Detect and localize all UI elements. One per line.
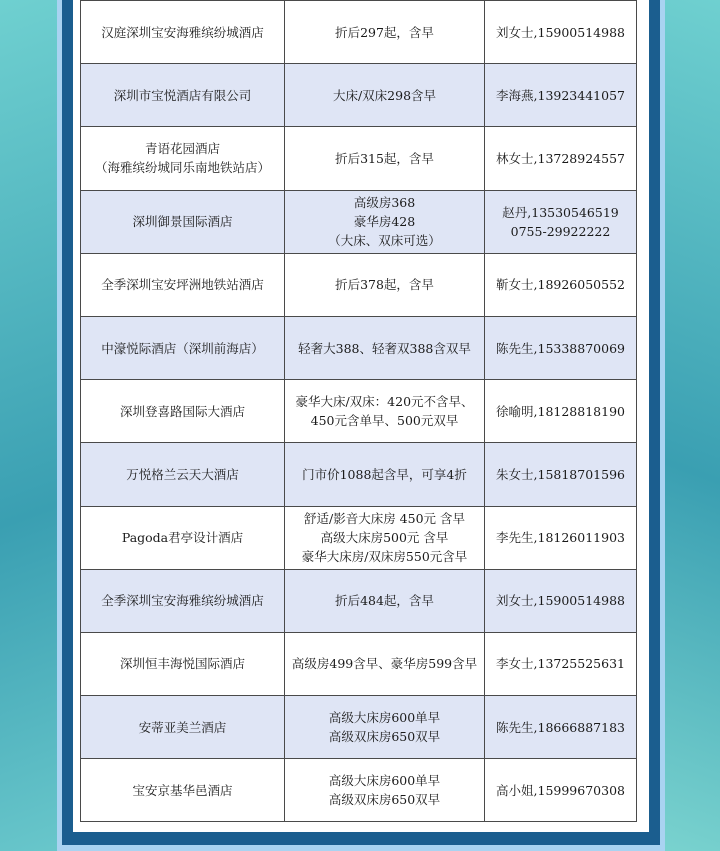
price-line: 折后484起，含早 (335, 593, 434, 609)
hotel-name-cell (81, 632, 285, 695)
contact-line: 李女士,13725525631 (496, 656, 625, 672)
price-line: 折后378起，含早 (335, 277, 434, 293)
table-row (81, 127, 637, 190)
price-line: 折后315起，含早 (335, 150, 434, 166)
hotel-name-cell (81, 759, 285, 822)
price-line: 450元含单早、500元双早 (310, 413, 459, 429)
contact-line: 李海燕,13923441057 (496, 87, 625, 103)
hotel-name-line: 全季深圳宝安海雅缤纷城酒店 (101, 593, 264, 609)
contact-line: 赵丹,13530546519 (502, 204, 619, 220)
hotel-name-cell (81, 443, 285, 506)
contact-line: 陈先生,15338870069 (496, 340, 625, 356)
contact-cell (485, 696, 637, 759)
contact-line: 高小姐,15999670308 (496, 782, 625, 798)
hotel-name-cell (81, 190, 285, 253)
contact-cell (485, 759, 637, 822)
contact-line: 徐喻明,18128818190 (496, 403, 625, 419)
price-cell (285, 1, 485, 64)
contact-cell (485, 380, 637, 443)
contact-cell (485, 569, 637, 632)
table-row (81, 253, 637, 316)
price-cell (285, 632, 485, 695)
price-line: 高级大床房600单早 (328, 710, 441, 726)
price-line: 高级双床房650双早 (328, 792, 441, 808)
contact-line: 刘女士,15900514988 (496, 24, 625, 40)
table-row (81, 632, 637, 695)
contact-line: 林女士,13728924557 (496, 150, 625, 166)
hotel-name-line: Pagoda君亭设计酒店 (121, 530, 244, 546)
contact-cell (485, 253, 637, 316)
price-line: 高级房368 (353, 195, 416, 211)
contact-cell (485, 1, 637, 64)
table-row (81, 190, 637, 253)
price-line: 折后297起，含早 (335, 24, 434, 40)
hotel-table-body (81, 1, 637, 822)
table-row (81, 443, 637, 506)
hotel-name-line: 汉庭深圳宝安海雅缤纷城酒店 (101, 24, 264, 40)
table-row (81, 569, 637, 632)
table-row (81, 380, 637, 443)
contact-cell (485, 506, 637, 569)
contact-cell (485, 443, 637, 506)
hotel-name-cell (81, 506, 285, 569)
hotel-name-line: 深圳御景国际酒店 (132, 214, 233, 230)
hotel-name-cell (81, 64, 285, 127)
hotel-name-line: 深圳市宝悦酒店有限公司 (113, 87, 252, 103)
hotel-name-cell (81, 127, 285, 190)
hotel-name-cell (81, 380, 285, 443)
price-cell (285, 190, 485, 253)
hotel-table (80, 0, 637, 822)
hotel-name-line: 青语花园酒店 (144, 141, 220, 157)
price-cell (285, 443, 485, 506)
contact-cell (485, 127, 637, 190)
contact-line: 0755-29922222 (510, 223, 611, 239)
price-cell (285, 380, 485, 443)
contact-cell (485, 190, 637, 253)
hotel-name-line: （海雅缤纷城同乐南地铁站店） (94, 160, 270, 176)
price-line: 高级房499含早、豪华房599含早 (291, 656, 478, 672)
hotel-name-line: 万悦格兰云天大酒店 (126, 466, 239, 482)
price-cell (285, 696, 485, 759)
hotel-name-cell (81, 316, 285, 379)
contact-line: 刘女士,15900514988 (496, 593, 625, 609)
hotel-name-line: 安蒂亚美兰酒店 (138, 719, 227, 735)
price-line: 轻奢大388、轻奢双388含双早 (298, 340, 471, 356)
hotel-name-line: 深圳恒丰海悦国际酒店 (119, 656, 245, 672)
table-row (81, 759, 637, 822)
price-line: 舒适/影音大床房 450元 含早 (303, 511, 466, 527)
price-line: （大床、双床可选） (328, 233, 441, 249)
hotel-name-line: 全季深圳宝安坪洲地铁站酒店 (101, 277, 264, 293)
hotel-table-container (80, 0, 636, 826)
hotel-name-line: 中濠悦际酒店（深圳前海店） (101, 340, 264, 356)
price-cell (285, 506, 485, 569)
price-line: 大床/双床298含早 (332, 87, 437, 103)
price-cell (285, 316, 485, 379)
price-cell (285, 127, 485, 190)
contact-cell (485, 632, 637, 695)
contact-cell (485, 316, 637, 379)
price-cell (285, 569, 485, 632)
table-row (81, 506, 637, 569)
hotel-name-cell (81, 253, 285, 316)
price-cell (285, 64, 485, 127)
hotel-name-line: 宝安京基华邑酒店 (132, 782, 233, 798)
price-line: 高级大床房600单早 (328, 773, 441, 789)
hotel-name-cell (81, 696, 285, 759)
contact-line: 朱女士,15818701596 (496, 466, 625, 482)
price-line: 高级双床房650双早 (328, 729, 441, 745)
price-line: 豪华大床/双床：420元不含早、 (295, 394, 474, 410)
price-line: 门市价1088起含早，可享4折 (302, 466, 467, 482)
contact-cell (485, 64, 637, 127)
price-line: 豪华大床房/双床房550元含早 (301, 549, 468, 565)
contact-line: 陈先生,18666887183 (496, 719, 625, 735)
contact-line: 李先生,18126011903 (496, 530, 625, 546)
price-cell (285, 759, 485, 822)
hotel-name-line: 深圳登喜路国际大酒店 (119, 403, 245, 419)
table-row (81, 316, 637, 379)
hotel-name-cell (81, 569, 285, 632)
table-row (81, 696, 637, 759)
frame-bottom-edge (57, 845, 665, 851)
price-line: 高级大床房500元 含早 (320, 530, 449, 546)
table-row (81, 64, 637, 127)
price-line: 豪华房428 (353, 214, 416, 230)
contact-line: 靳女士,18926050552 (496, 277, 625, 293)
hotel-name-cell (81, 1, 285, 64)
table-row (81, 1, 637, 64)
price-cell (285, 253, 485, 316)
